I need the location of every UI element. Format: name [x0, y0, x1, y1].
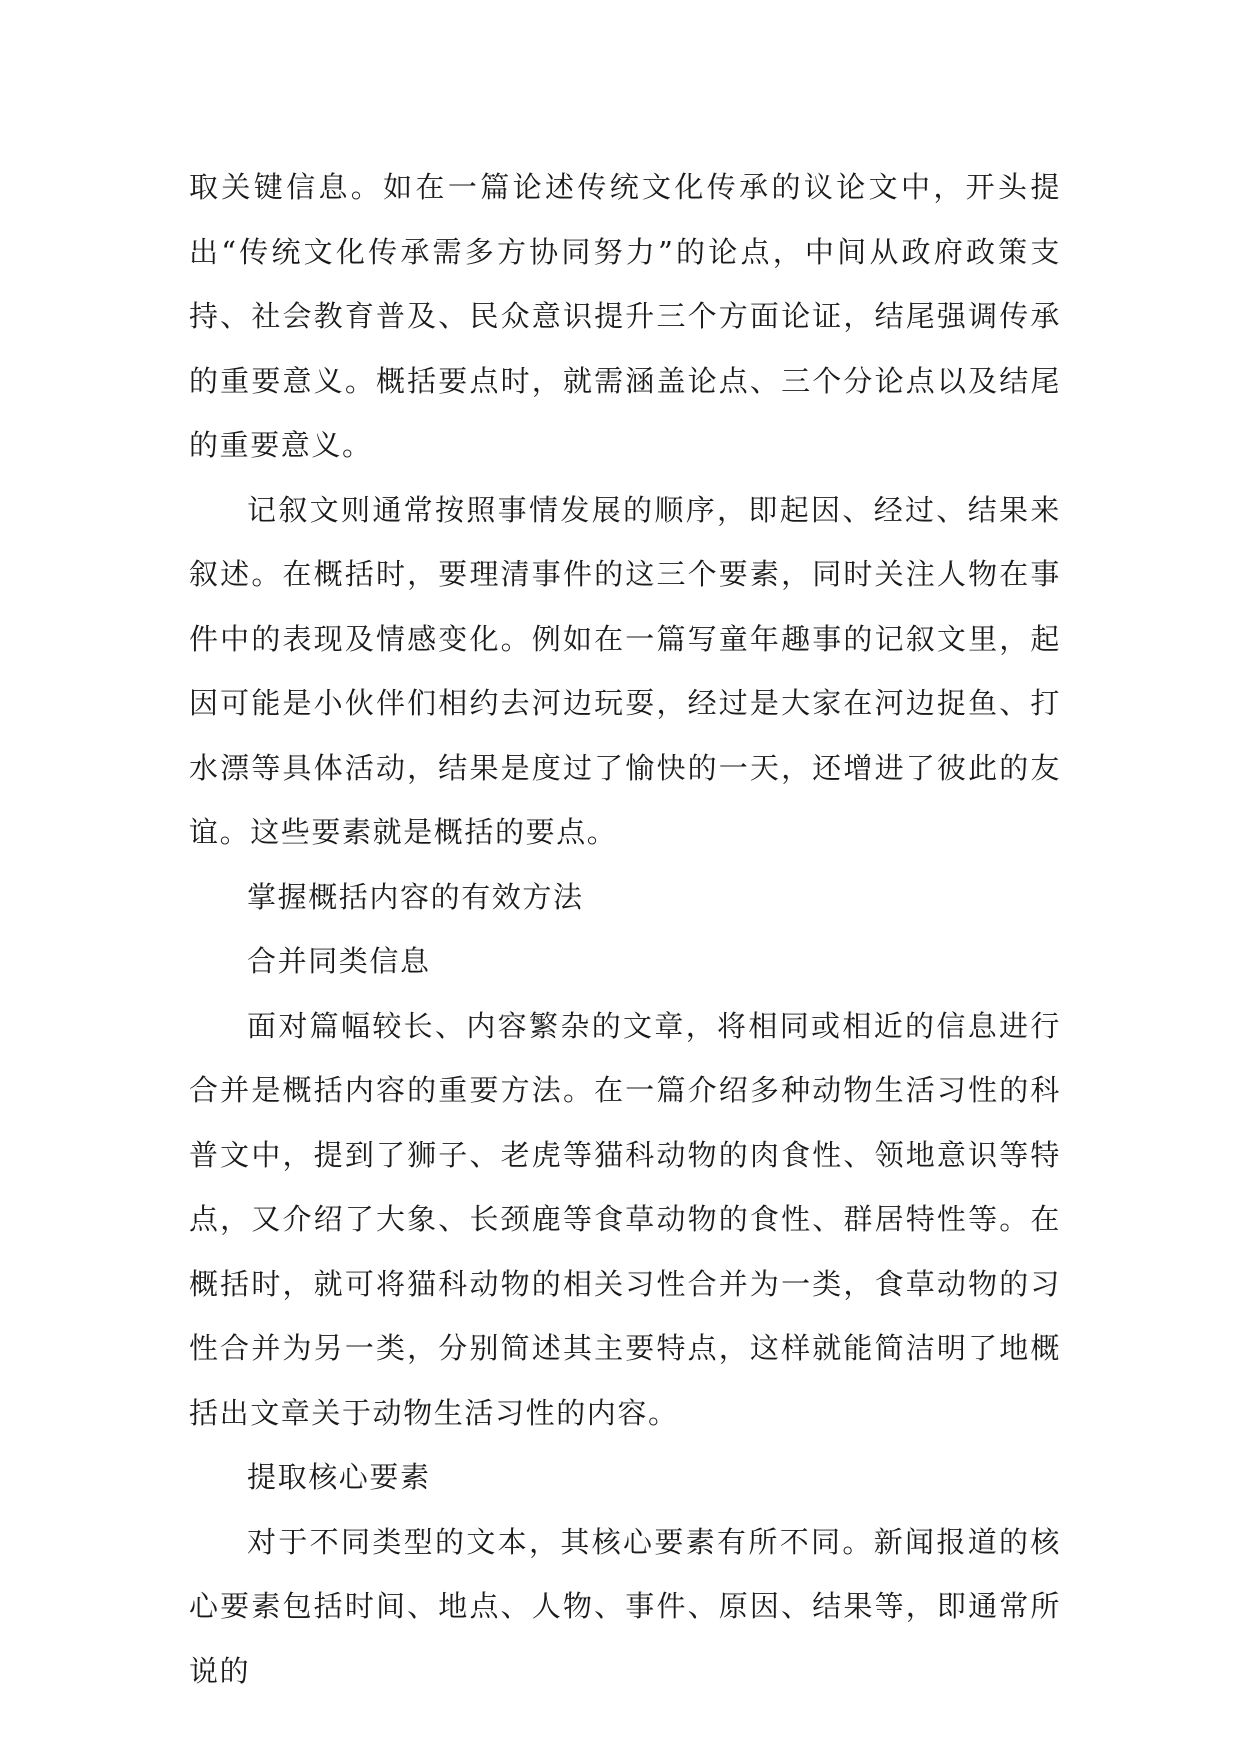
subsection-heading-merge-info: 合并同类信息: [247, 944, 431, 978]
paragraph-narrative-elements: 记叙文则通常按照事情发展的顺序，即起因、经过、结果来叙述。在概括时，要理清事件的这三个要素，同时关注人物在事件中的表现及情感变化。例如在一篇写童年趣事的记叙文里，起因可能是小伙伴们相约去河边玩耍，经过是大家在河边捉鱼、打水漂等具体活动，结果是度过了愉快的一天，还增进了彼此的友谊。这些要素就是概括的要点。: [189, 492, 1061, 849]
paragraph-key-info-example: 取关键信息。如在一篇论述传统文化传承的议论文中，开头提出“传统文化传承需多方协同努力”的论点，中间从政府政策支持、社会教育普及、民众意识提升三个方面论证，结尾强调传承的重要意义。概括要点时，就需涵盖论点、三个分论点以及结尾的重要意义。: [189, 170, 1061, 462]
subsection-heading-core-elements: 提取核心要素: [247, 1460, 431, 1494]
paragraph-core-elements: 对于不同类型的文本，其核心要素有所不同。新闻报道的核心要素包括时间、地点、人物、事件、原因、结果等，即通常所说的: [189, 1524, 1061, 1688]
section-heading-effective-methods: 掌握概括内容的有效方法: [247, 879, 584, 914]
paragraph-merge-info: 面对篇幅较长、内容繁杂的文章，将相同或相近的信息进行合并是概括内容的重要方法。在一篇介绍多种动物生活习性的科普文中，提到了狮子、老虎等猫科动物的肉食性、领地意识等特点，又介绍了大象、长颈鹿等食草动物的食性、群居特性等。在概括时，就可将猫科动物的相关习性合并为一类，食草动物的习性合并为另一类，分别简述其主要特点，这样就能简洁明了地概括出文章关于动物生活习性的内容。: [189, 1008, 1061, 1430]
document-body: [189, 155, 1061, 1703]
